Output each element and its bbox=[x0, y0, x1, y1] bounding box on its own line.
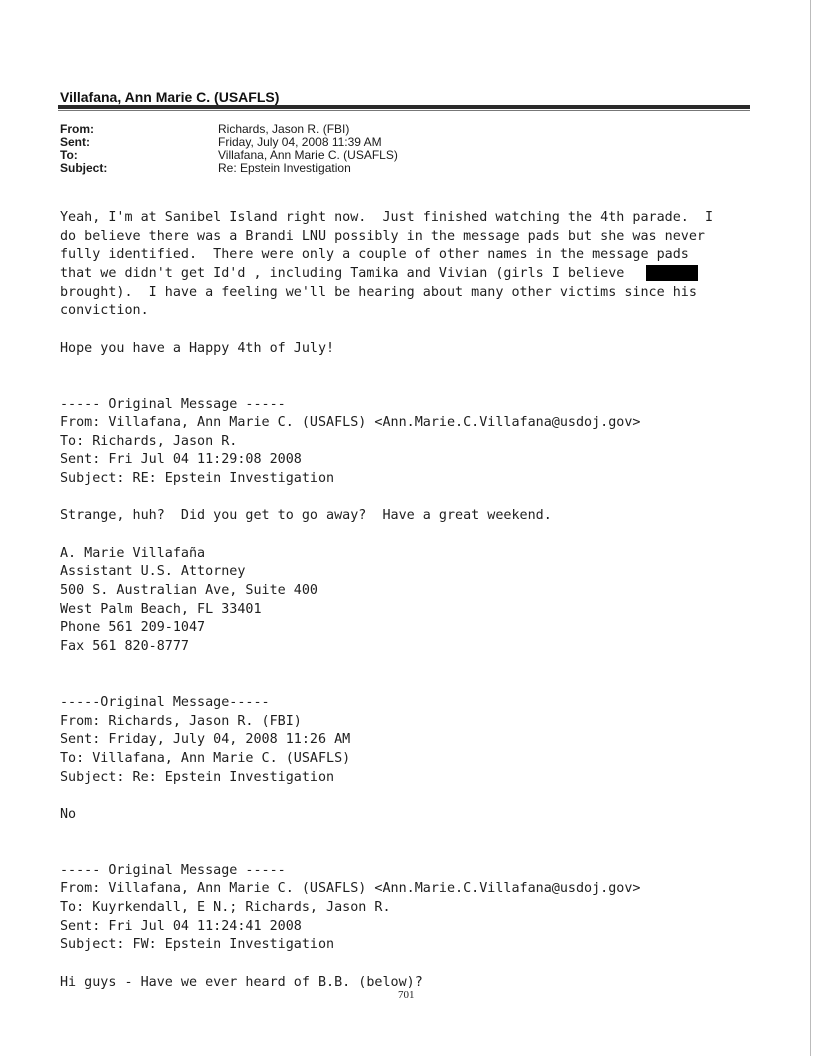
body-line: Assistant U.S. Attorney bbox=[60, 564, 246, 580]
title-rule-thin bbox=[58, 110, 750, 111]
body-line: Subject: Re: Epstein Investigation bbox=[60, 769, 335, 785]
body-line: ----- Original Message ----- bbox=[60, 396, 286, 412]
body-line: To: Richards, Jason R. bbox=[60, 433, 238, 449]
body-line: Phone 561 209-1047 bbox=[60, 620, 206, 636]
body-line: Sent: Fri Jul 04 11:24:41 2008 bbox=[60, 918, 302, 934]
body-line: To: Kuyrkendall, E N.; Richards, Jason R. bbox=[60, 900, 391, 916]
body-line: From: Villafana, Ann Marie C. (USAFLS) <Ann.Marie.C.Villafana@usdoj.gov> bbox=[60, 881, 641, 897]
body-line: Hope you have a Happy 4th of July! bbox=[60, 340, 335, 356]
mailbox-title: Villafana, Ann Marie C. (USAFLS) bbox=[60, 89, 280, 105]
body-line: brought). I have a feeling we'll be hearing about many other victims since his bbox=[60, 284, 697, 300]
page-number: 701 bbox=[398, 989, 415, 1001]
body-line: West Palm Beach, FL 33401 bbox=[60, 601, 262, 617]
redaction-block bbox=[646, 265, 698, 281]
body-line: Hi guys - Have we ever heard of B.B. (below)? bbox=[60, 974, 423, 990]
subject-value: Re: Epstein Investigation bbox=[218, 161, 351, 175]
body-line: Subject: RE: Epstein Investigation bbox=[60, 471, 335, 487]
body-line: Sent: Fri Jul 04 11:29:08 2008 bbox=[60, 452, 302, 468]
body-line: that we didn't get Id'd , including Tamika and Vivian (girls I believe bbox=[60, 265, 625, 281]
body-line: ----- Original Message ----- bbox=[60, 862, 286, 878]
page-edge bbox=[810, 0, 811, 1056]
body-line: do believe there was a Brandi LNU possibly in the message pads but she was never bbox=[60, 228, 705, 244]
body-line: From: Richards, Jason R. (FBI) bbox=[60, 713, 302, 729]
body-line: Sent: Friday, July 04, 2008 11:26 AM bbox=[60, 732, 351, 748]
subject-label: Subject: bbox=[60, 161, 108, 175]
sent-label: Sent: bbox=[60, 135, 90, 149]
body-line: fully identified. There were only a couple of other names in the message pads bbox=[60, 247, 689, 263]
body-line: To: Villafana, Ann Marie C. (USAFLS) bbox=[60, 750, 351, 766]
body-line: -----Original Message----- bbox=[60, 694, 270, 710]
to-value: Villafana, Ann Marie C. (USAFLS) bbox=[218, 148, 398, 162]
body-line: Strange, huh? Did you get to go away? Have a great weekend. bbox=[60, 508, 552, 524]
from-value: Richards, Jason R. (FBI) bbox=[218, 122, 350, 136]
sent-value: Friday, July 04, 2008 11:39 AM bbox=[218, 135, 382, 149]
to-label: To: bbox=[60, 148, 78, 162]
body-line: Fax 561 820-8777 bbox=[60, 638, 189, 654]
body-line: From: Villafana, Ann Marie C. (USAFLS) <Ann.Marie.C.Villafana@usdoj.gov> bbox=[60, 415, 641, 431]
body-line: Yeah, I'm at Sanibel Island right now. Just finished watching the 4th parade. I bbox=[60, 210, 714, 225]
from-label: From: bbox=[60, 122, 94, 136]
body-line: Subject: FW: Epstein Investigation bbox=[60, 937, 335, 953]
body-line: 500 S. Australian Ave, Suite 400 bbox=[60, 583, 318, 598]
body-line: conviction. bbox=[60, 303, 149, 319]
body-line: No bbox=[60, 806, 77, 822]
title-rule bbox=[58, 105, 750, 109]
body-line: A. Marie Villafaña bbox=[60, 545, 206, 561]
